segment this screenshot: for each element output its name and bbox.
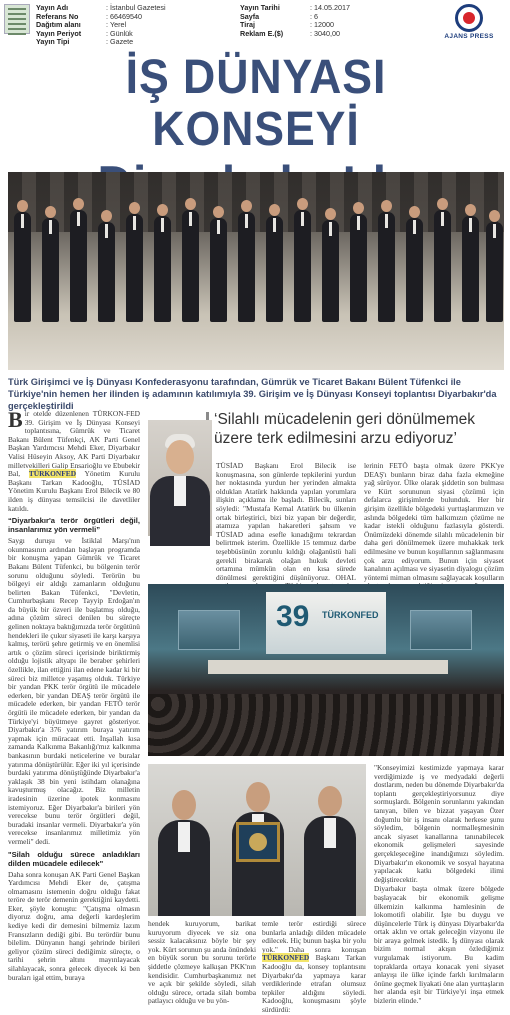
article-column-2 (216, 462, 356, 580)
body-paragraph: Diyarbakır başta olmak üzere bölgede başlayacak bir ekonomik gelişme ülkemizin kalkınma hamlesinin de lokomotifi olabilir. İşte bu duygu ve düşüncelerle Türk iş dünyası Diyarbakır'da ortak aklın ve ortak geleceğin vizyonu ile bir araya gelmek istedik. İş dünyası olarak bizim normal akışın özlediğimiz vurgulamak istiyorum. Bu kadim topraklarda ortaya konacak yeni siyaset anlayışı ile ülke içinde farklı kırılmaların önüne geçmek liyakati öne alan yurttaşların her alanda eşit bir Türkiye'yi inşa etmek bizlerin elinde." (374, 884, 504, 1006)
meta-row: Yayın Tipi : Gazete (36, 37, 134, 47)
headline-line-1: İŞ DÜNYASI KONSEYİ (125, 51, 387, 156)
meta-label: Referans No (36, 11, 79, 21)
article-column-3 (364, 462, 504, 580)
person (462, 216, 479, 322)
person-shirt (178, 822, 190, 852)
person-head (246, 782, 270, 812)
logo-icon (455, 4, 483, 32)
meta-label: Yayın Periyot (36, 28, 82, 38)
body-text-continued: Başkanı Tarkan Kadooğlu da, konsey toplantısını Diyarbakır'da yapmaya karar verdiklerinde etrafan olumsuz tepkiler aldığını söyledi. Kadooğlu, konuşmasını şöyle sürdürdü: (262, 953, 366, 1014)
photo-caption: Türk Girişimci ve İş Dünyası Konfederasyonu tarafından, Gümrük ve Ticaret Bakanı Bülent Tüfenkci ile Türkiye'nin hemen her ilinden iş adamının katılımıyla 39. Girişim ve İş Dünyası Konseyi toplantısı Diyarbakır'da gerçekleştirildi (8, 377, 497, 411)
article-column-4 (148, 919, 256, 1006)
body-paragraph: Daha sonra konuşan AK Parti Genel Başkan Yardımcısı Mehdi Eker de, çatışma olmamasını istemenin doğru olduğu fakat teröre de terör demenin gerektiğini kaydetti. Eker, şöyle konuştu: "Çatışma olmasın diyoruz doğru, ama değerli kardeşlerim kediye kedi dir demesini bilmemiz lazım Fransızların dediği gibi. Bu terördür bunu bilelim. Dünyanın hangi şehrinde birileri geliyor çözüm süreci dediğimiz süreçte, o tarihi şehrin altını mayınlayacak silahlayacak, sonra gelecek diyecek ki ben buraları igal ettim, buraya (8, 869, 140, 982)
meta-value: 14.05.2017 (314, 3, 350, 12)
person (158, 820, 210, 916)
photo-floor (8, 322, 504, 370)
meta-row: Yayın Periyot : Günlük (36, 28, 133, 38)
person (266, 216, 283, 322)
meta-value: İstanbul Gazetesi (110, 3, 166, 12)
body-paragraph: "Konseyimizi kestimizde yapmaya karar verdiğimizde iş ve medyadaki değerli dostlarım, neden bu dönemde Diyarbakır'da toplantı gerçekleştiriyorsunuz diye sormuşlardı. Bölgenin sorunlarını yakından tanıyan, bilen ve bizzat yaşayan Özer doğumlu bir iş insanı olarak herkese şunu söyledim, bölgenin normalleşmesinin ancak siyaset kanallarına tanınabilecek ekonomik gelişmeleri sayesinde gerçekleşeceğine inandığımızı söyledim. Diyarbakır'ın ekonomik ve sosyal hayatına yapılacak katkı bölgedeki ilimi değiştirecektir. (374, 763, 504, 884)
meta-value: 66469540 (110, 11, 142, 21)
meta-value: 12000 (314, 20, 334, 30)
meta-row: Sayfa : 6 (240, 11, 318, 21)
person (154, 216, 171, 322)
meta-label: Yayın Tipi (36, 37, 70, 47)
page-thumbnail (4, 4, 30, 34)
person (350, 214, 367, 322)
meta-right (240, 4, 350, 38)
body-paragraph: Saygı duruşu ve İstiklal Marşı'nın okunmasının ardından başlayan programda bir konuşma yapan Gümrük ve Ticaret Bakanı Bülent Tüfenkci, bu bölgenin terör sorunu olduğunu söyledi. Terörün bu bölgeyi eir aldığı zamanların olduğunu belirten Bakan Tüfenkci, "Devletin, Cumhurbaşkanı Recep Tayyip Erdoğan'ın da büyük bir özveri ile başlatmış olduğu, adına çözüm süreci denilen bu süreçte gelinen noktaya baktığımızda terör örgütünü hendekleri ile çukur siyaseti ile karşı karşıya kalmış, terörü şehre getirmiş ve en önemlisi artık o çözüm süreci içerisinde biriktirmiş olduğu lojistik altyapı ile beraber şehirleri özellikle, ilan ettiğini ilan edene kadar ki bir süreci biz milletce yaşamış olduk. Türkiye bir yandan PKK terör örgütü ile mücadele ederken, bir yandan DEAŞ terör örgütü ile mücadele ederken, bir yandan FETÖ terör örgütü ile mücadele ederken, bir yandan da Türkiye'yi büyütmeye gayret gösteriyor. Diyarbakır'a 376 yatırım buraya yatırım yapmak için müracaat etti. İnşallah kısa zamanda Kalkınma Bakanlığı'mız kalkınma bankasının burdaki neticelerine ve buralar yatırıma dönüştürülür. Eğer iki yıl içerisinde burdaki yatırıma dönüştüğünde Diyarbakır'a yaklaşık 38 bin yeni istihdam olanağına kavuşturmuş olacağız. Biz milletin iradesinin üzerine ipotek konmasını istemiyoruz. Eğer Diyarbakır'a birileri yön verecekse bunu terör örgütleri değil, buradaki insanlar vermeli. Diyarbakır'a yön verecekse insanlarımız milletimiz yön vermeli" dedi. (8, 536, 140, 846)
person (238, 212, 255, 322)
intro-paragraph (8, 407, 140, 513)
body-text: temle terör estirdiği sürece bunlarla anladığı dilden mücadele edilecek. Hiç bunun başka bir yolu yok." Daha sonra konuşan (262, 919, 366, 954)
ajans-press-logo (434, 4, 504, 40)
person-head (172, 790, 196, 820)
drop-cap: B (8, 407, 23, 432)
person (378, 212, 395, 322)
stage-banner (266, 592, 386, 654)
meta-label: Sayfa (240, 11, 260, 21)
person (304, 816, 356, 916)
pull-quote: ‘Silahlı mücadelenin geri dönülmemek üzere terk edilmesini arzu ediyoruz’ (214, 411, 476, 447)
person (486, 222, 503, 322)
meta-row: Dağıtım alanı : Yerel (36, 20, 127, 30)
person (406, 218, 423, 322)
meta-row: Yayın Adı : İstanbul Gazetesi (36, 3, 166, 12)
body-paragraph: TÜSİAD Başkanı Erol Bilecik ise konuşmasına, son günlerde tepkilerini yurdun her noktasında yurdun her yerinden almakta olduklan Atatürk hakkında yapılan yorumlara ilişkin açıklama ile başladı. Bilecik, sunları söyledi: "Mustafa Kemal Atatürk bu ülkenin ortak birleştirici, bizi biz yapan bir değerdir, atamıza yapılan hakaretleri şahsım ve TÜSİAD adına esefle kınadığımı tekrardan belirtmek isterim. Özellikle 15 temmuz darbe teşebbüsünün zorunlu kıldığı olağanüstü hali gerekli birakarak olağan hukuk devleti ortamına mümkün olan en kısa sürede dönülmesi gerektiğini düşünüyoruz. OHAL (216, 461, 356, 582)
meta-label: Tiraj (240, 20, 256, 30)
body-paragraph (262, 920, 366, 1015)
person (14, 212, 31, 322)
person (70, 210, 87, 322)
conference-photo (148, 584, 504, 756)
meta-value: Günlük (110, 28, 133, 38)
person (98, 222, 115, 322)
subheading: "Silah olduğu sürece anladıkları dilden mücadele edilecek" (8, 849, 140, 868)
person (42, 218, 59, 322)
article-column-1 (8, 407, 140, 996)
person (322, 220, 339, 322)
stage-screen (410, 610, 472, 650)
meta-label: Yayın Tarihi (240, 3, 280, 12)
person (434, 210, 451, 322)
award-photo (148, 764, 366, 916)
body-paragraph: hendek kuruyorum, barikat kuruyorum diyecek ve siz ona sessiz kalacaksınız böyle bir şey yok. Kürt sorunun şu anda önündeki en büyük sorun bu sorunu terörle şiddetle çözmeye kalkışan PKK'nın kendisidir. Cumhurbaşkanımız net ve açık bir şekilde söyledi, silah olduğu sürece, ortada silah bomba patlayıcı olduğu ve bu yön- (148, 919, 256, 1006)
group-photo (8, 172, 504, 370)
subheading: “Diyarbakır'a terör örgütleri değil, insanlarımız yön vermeli” (8, 516, 140, 535)
portrait-face (166, 440, 194, 474)
meta-row: Yayın Tarihi : 14.05.2017 (240, 3, 350, 12)
person-head (318, 786, 342, 816)
meta-label: Dağıtım alanı (36, 20, 81, 30)
highlight-turkonfed: TÜRKONFED (262, 953, 310, 963)
audience (148, 694, 504, 756)
meta-label: Yayın Adı (36, 3, 69, 12)
meta-row: Referans No : 66469540 (36, 11, 142, 21)
person (182, 210, 199, 322)
article-column-5 (262, 919, 366, 1014)
portrait-photo (148, 420, 212, 536)
portrait-shirt (174, 476, 186, 506)
person-shirt (324, 818, 336, 848)
meta-left (36, 4, 166, 47)
meta-row: Tiraj : 12000 (240, 20, 334, 30)
highlight-turkonfed: TÜRKONFED (28, 469, 77, 479)
body-paragraph: lerinin FETÖ başta olmak üzere PKK'ye DEAŞ'ı bunların biraz daha fazla ekmeğine yağ sürüyor. Ülke olarak şiddetin son bulması ve Kürt sorununun siyasi çözümü için defalarca girişimlerde bulunduk. Her bir girişim özellikle bölgedeki yurttaşlarımızın ve aslında bölgedeki tüm halkımızın çözüme ne kadar istekli olduğunu fazlasıyla gösterdi. Önümüzdeki dönemde silahlı mücadelenin bir daha geri dönülmemek üzere muhakkak terk edilmesine ve bunun koşullarının sağlanmasını çok arzu ediyorum. Bunun için siyaset kanalının açılması ve siyasetin diyalogu çözüm yöntemi miman olmasını sağlayacak koşulların (364, 461, 504, 582)
intro-text: ir otelde düzenlenen TÜRKON-FED 39. Girişim ve İş Dünyası Konseyi toplantısına, Gümrük ve Ticaret Bakanı Bülent Tüfenkçi, AK Parti Genel Başkan Yardımcısı Mehdi Eker, Diyarbakır Valisi Hüseyin Aksoy, AK Parti Diyarbakır milletvekilleri Galip Ensarioğlu ve Ebubekir Bal, (8, 409, 140, 479)
meta-row: Reklam E.($) : 3040,00 (240, 28, 340, 38)
logo-text: AJANS PRESS (444, 33, 494, 40)
intro-text-continued: Yönetim Kurulu Başkanı Tarkan Kadooğlu, TÜSİAD Yönetim Kurulu Başkanı Erol Bilecik ve 80 ilden iş dünyası temsilcisi ile davetliler katıldı. (8, 469, 140, 513)
stage-table (208, 660, 448, 674)
person (126, 214, 143, 322)
meta-value: Yerel (110, 20, 127, 30)
meta-value: Gazete (110, 37, 134, 47)
article-column-6 (374, 763, 504, 1006)
banner-text: TÜRKONFED (322, 610, 379, 620)
meta-value: 3040,00 (314, 28, 340, 38)
meta-label: Reklam E.($) (240, 28, 284, 38)
meta-value: 6 (314, 11, 318, 21)
person (210, 218, 227, 322)
award-plaque (236, 822, 280, 862)
banner-number: 39 (276, 600, 310, 633)
person (294, 210, 311, 322)
stage-screen (178, 610, 240, 650)
